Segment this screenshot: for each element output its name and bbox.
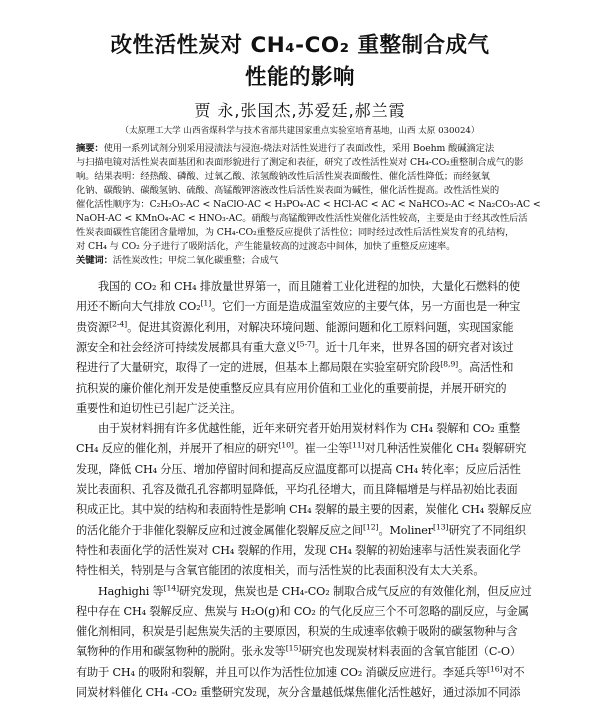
body-line: 有助于 CH₄ 的吸附和裂解，并且可以作为活性位加速 CO₂ 消碳反应进行。李延兵等[16]对不 <box>76 665 525 679</box>
authors: 贾 永,张国杰,苏爱廷,郝兰霞 <box>194 101 406 120</box>
body-line: 炭比表面积、孔容及微孔孔容都明显降低，平均孔径增大，而且降幅增是与样品初始比表面 <box>76 483 518 496</box>
body-line: 特性相关，特别是与含氧官能团的浓度相关，而与活性炭的比表面积没有太大关系。 <box>76 564 485 578</box>
abstract-line-text: 使用一系列试剂分别采用浸渍法与浸泡-烧法对活性炭进行了表面改性，采用 Boehm 酸碱滴定法 <box>103 143 495 154</box>
body-line: 抗积炭的廉价催化剂开发是使重整反应具有应用价值和工业化的重要前提，并展开研究的 <box>76 381 507 395</box>
body-line: 积成正比。其中炭的结构和表面特性是影响 CH₄ 裂解的最主要的因素，炭催化 CH₄ 裂解反应 <box>76 503 532 517</box>
body-line: 重要性和迫切性已引起广泛关注。 <box>76 401 242 415</box>
body-line: 催化剂相同，积炭是引起焦炭失活的主要原因，积炭的生成速率依赖于吸附的碳氢物种与含 <box>76 625 518 639</box>
abstract-line <box>76 157 544 169</box>
body-line: 源安全和社会经济可持续发展都具有重大意义[5-7]。近十几年来，世界各国的研究者对该过 <box>76 340 514 354</box>
body-line: 由于炭材料拥有许多优越性能，近年来研究者开始用炭材料作为 CH₄ 裂解和 CO₂ 重整 <box>98 422 520 436</box>
abstract-line <box>76 241 544 253</box>
paper-title-line-1: 改性活性炭对 CH₄-CO₂ 重整制合成气 <box>110 33 490 58</box>
abstract-line <box>76 213 544 225</box>
body-line: 的活化能介于非催化裂解反应和过渡金属催化裂解反应之间[12]。Moliner[13]研究了不同组织 <box>76 523 526 537</box>
keywords-line <box>76 255 544 267</box>
paper-title-line-2: 性能的影响 <box>244 65 355 90</box>
abstract-line <box>76 185 544 197</box>
abstract-line-text: 化钠、碳酸钠、碳酸氢钠、硫酸、高锰酸钾溶液改性后活性炭表面为碱性，催化活性提高。改性活性炭的 <box>76 185 500 196</box>
body-line: 特性和表面化学的活性炭对 CH₄ 裂解的作用，发现 CH₄ 裂解的初始速率与活性炭表面化学 <box>76 543 521 557</box>
abstract-line <box>76 143 544 155</box>
abstract-line-text: 响。结果表明：经热酸、磷酸、过氧乙酸、浓氢酸钠改性后活性炭表面酸性、催化活性降低；而经氨氧 <box>76 171 490 182</box>
body-line: 程进行了大量研究，取得了一定的进展，但基本上都局限在实验室研究阶段[8,9]。高活性和 <box>76 361 514 375</box>
abstract-line-text: 性炭表面碳性官能团含量增加，为 CH₄-CO₂重整反应提供了活性位；同时经过改性后活性炭发育的孔结构， <box>76 227 515 238</box>
abstract-line-text: 与扫描电镜对活性炭表面基团和表面形貌进行了测定和表征，研究了改性活性炭对 CH₄-CO₂重整制合成气的影 <box>76 157 524 168</box>
body-line: 同炭材料催化 CH₄ -CO₂ 重整研究发现，灰分含量越低煤焦催化活性越好，通过添加不同添 <box>76 686 521 699</box>
abstract-label: 摘要： <box>76 143 104 154</box>
body-line: 我国的 CO₂ 和 CH₄ 排放量世界第一，而且随着工业化进程的加快，大量化石燃料的使 <box>98 280 520 293</box>
body-line: 发现，降低 CH₄ 分压、增加停留时间和提高反应温度都可以提高 CH₄ 转化率；反应后活性 <box>76 462 521 476</box>
abstract-line-text: 对 CH₄ 与 CO₂ 分子进行了吸附活化，产生能量较高的过渡态中间体，加快了重整反应速率。 <box>76 241 456 252</box>
body-line: 程中存在 CH₄ 裂解反应、焦炭与 H₂O(g)和 CO₂ 的气化反应三个不可忽略的副反应，与金属 <box>76 604 529 618</box>
body-line: 贵资源[2-4]。促进其资源化利用，对解决环境问题、能源问题和化工原料问题，实现国家能 <box>76 320 514 334</box>
body-line: 氧物种的作用和碳氢物种的脱附。张永发等[15]研究也发现炭材料表面的含氧官能团（C-O） <box>76 645 521 659</box>
abstract-line-text: 催化活性顺序为：C₂H₂O₃-AC < NaClO-AC < H₃PO₄-AC < HCl-AC < AC < NaHCO₃-AC < Na₂CO₃-AC < <box>76 199 541 210</box>
body-line: Haghighi 等[14]研究发现，焦炭也是 CH₄-CO₂ 制取合成气反应的有效催化剂，但反应过 <box>98 584 532 598</box>
affiliation: （太原理工大学 山西省煤科学与技术省部共建国家重点实验室培育基地，山西 太原 030024） <box>120 126 480 136</box>
abstract-line <box>76 227 544 239</box>
keywords-text: 活性炭改性；甲烷二氧化碳重整；合成气 <box>112 255 279 266</box>
keywords-label: 关键词： <box>76 255 113 266</box>
abstract-line <box>76 171 544 183</box>
body-line: 用还不断向大气排放 CO₂[1]。它们一方面是造成温室效应的主要气体，另一方面也是一种宝 <box>76 300 521 314</box>
body-line: CH₄ 反应的催化剂，并展开了相应的研究[10]。崔一尘等[11]对几种活性炭催化 CH₄ 裂解研究 <box>76 442 527 456</box>
abstract-line-text: NaOH-AC < KMnO₄-AC < HNO₃-AC。硝酸与高锰酸钾改性活性炭催化活性较高，主要是由于经其改性后活 <box>76 213 528 224</box>
abstract-line <box>76 199 544 211</box>
